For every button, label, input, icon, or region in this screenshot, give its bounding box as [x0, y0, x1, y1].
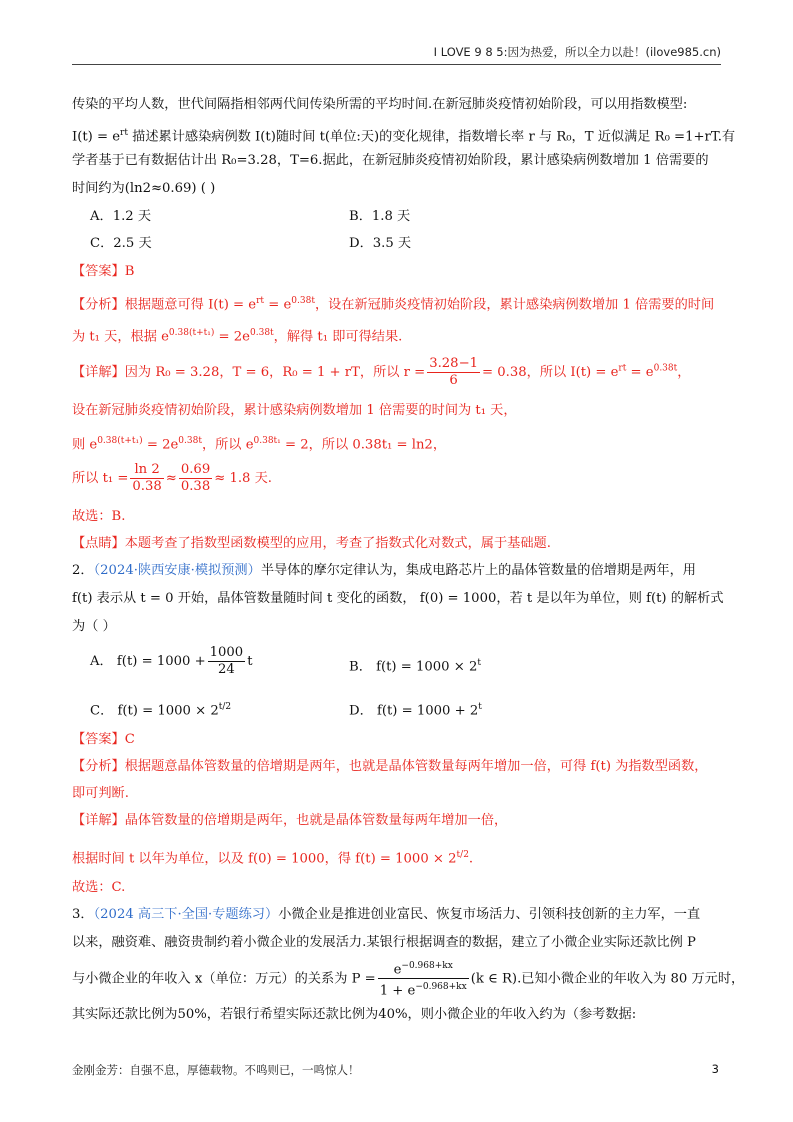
q1-line3: 学者基于已有数据估计出 R₀=3.28，T=6.据此，在新冠肺炎疫情初始阶段，累计感染病例数增加 1 倍需要的 — [72, 153, 709, 168]
page-footer-motto: 金刚金芳：自强不息，厚德载物。不鸣则已，一鸣惊人！ — [72, 1063, 360, 1077]
q1-option-d: D．3.5 天 — [349, 236, 412, 251]
q1-line2: $I(t) = e^{rt}$ 描述累计感染病例数 I(t)随时间 t(单位:天)的变化规律，指数增长率 r 与 R₀，T 近似满足 R₀ =1+rT.有 — [72, 128, 736, 145]
q1-answer: 【答案】B — [72, 264, 135, 279]
page-header: I LOVE 9 8 5:因为热爱，所以全力以赴！(ilove985.cn) — [433, 45, 721, 59]
q2-option-b: B． $f(t) = 1000 \times 2^t$ — [349, 658, 482, 675]
q2-answer: 【答案】C — [72, 732, 135, 747]
q2-option-c: C． $f(t) = 1000 \times 2^{t/2}$ — [90, 702, 232, 719]
q1-choose: 故选：B. — [72, 509, 126, 524]
q3-line2: 以来，融资难、融资贵制约着小微企业的发展活力.某银行根据调查的数据，建立了小微企业实际还款比例 P — [72, 935, 696, 950]
q1-option-b: B．1.8 天 — [349, 209, 411, 224]
q2-line1: 2．（2024·陕西安康·模拟预测）半导体的摩尔定律认为，集成电路芯片上的晶体管数量的倍增期是两年，用 — [72, 563, 696, 578]
q1-option-c: C．2.5 天 — [90, 236, 152, 251]
q1-detail-line4: 所以 t₁ = $\frac{\ln 2}{0.38}$ ≈ $\frac{0.69}{0.38}$ ≈ 1.8 天. — [72, 462, 273, 494]
q1-comment: 【点睛】本题考查了指数型函数模型的应用，考查了指数式化对数式，属于基础题. — [72, 536, 551, 551]
q2-analysis-line2: 即可判断. — [72, 786, 129, 801]
q1-line4: 时间约为(ln2≈0.69) ( ) — [72, 181, 216, 196]
q1-line1: 传染的平均人数，世代间隔指相邻两代间传染所需的平均时间.在新冠肺炎疫情初始阶段，可以用指数模型: — [72, 97, 688, 112]
q3-line3: 与小微企业的年收入 x（单位：万元）的关系为 P = $\frac{e^{-0.968+kx}}{1 + e^{-0.968+kx}}$ (k ∈ R).已知小微企业的年收入为 80 万元时， — [72, 958, 744, 1000]
q1-detail-line1: 【详解】因为 R₀ = 3.28，T = 6，R₀ = 1 + rT，所以 r = $\frac{3.28-1}{6}$ = 0.38，所以 $I(t) = e^{rt} = e^{0.38t}$， — [72, 356, 691, 388]
q2-source: （2024·陕西安康·模拟预测） — [93, 563, 261, 578]
q2-line2: f(t) 表示从 t = 0 开始，晶体管数量随时间 t 变化的函数， f(0) = 1000，若 t 是以年为单位，则 f(t) 的解析式 — [72, 591, 724, 606]
q3-source: （2024 高三下·全国·专题练习） — [93, 907, 279, 922]
q2-analysis-line1: 【分析】根据题意晶体管数量的倍增期是两年，也就是晶体管数量每两年增加一倍，可得 f(t) 为指数型函数， — [72, 759, 708, 774]
q3-line4: 其实际还款比例为50%，若银行希望实际还款比例为40%，则小微企业的年收入约为（参考数据: — [72, 1007, 637, 1022]
page-number: 3 — [711, 1062, 719, 1076]
q1-option-a: A．1.2 天 — [90, 209, 152, 224]
q2-option-d: D． $f(t) = 1000 + 2^t$ — [349, 702, 482, 719]
q1-detail-line2: 设在新冠肺炎疫情初始阶段，累计感染病例数增加 1 倍需要的时间为 t₁ 天， — [72, 403, 517, 418]
q3-p-fraction: $\frac{e^{-0.968+kx}}{1 + e^{-0.968+kx}}$ — [378, 958, 469, 1000]
q1-analysis-line1: 【分析】根据题意可得 $I(t) = e^{rt} = e^{0.38t}$，设在新冠肺炎疫情初始阶段，累计感染病例数增加 1 倍需要的时间 — [72, 296, 715, 313]
q2-choose: 故选：C. — [72, 880, 126, 895]
q2-detail-line2: 根据时间 t 以年为单位，以及 f(0) = 1000，得 $f(t) = 1000 \times 2^{t/2}$. — [72, 850, 474, 867]
q1-069-fraction: $\frac{0.69}{0.38}$ — [180, 462, 211, 494]
header-divider — [72, 64, 721, 65]
q1-r-fraction: $\frac{3.28-1}{6}$ — [429, 356, 479, 388]
q2-option-a: A． f(t) = 1000 + $\frac{1000}{24}$ t — [90, 645, 253, 677]
q3-line1: 3．（2024 高三下·全国·专题练习）小微企业是推进创业富民、恢复市场活力、引领科技创新的主力军，一直 — [72, 907, 701, 922]
q1-analysis-line2: 为 t₁ 天，根据 $e^{0.38(t+t_1)} = 2e^{0.38t}$，解得 t₁ 即可得结果. — [72, 328, 403, 345]
q1-detail-line3: 则 $e^{0.38(t+t_1)} = 2e^{0.38t}$，所以 $e^{0.38t_1} = 2$，所以 0.38t₁ = ln2， — [72, 436, 447, 453]
q2-detail-line1: 【详解】晶体管数量的倍增期是两年，也就是晶体管数量每两年增加一倍， — [72, 813, 508, 828]
q2-line3: 为（ ） — [72, 619, 116, 634]
q1-ln2-fraction: $\frac{\ln 2}{0.38}$ — [132, 462, 162, 494]
